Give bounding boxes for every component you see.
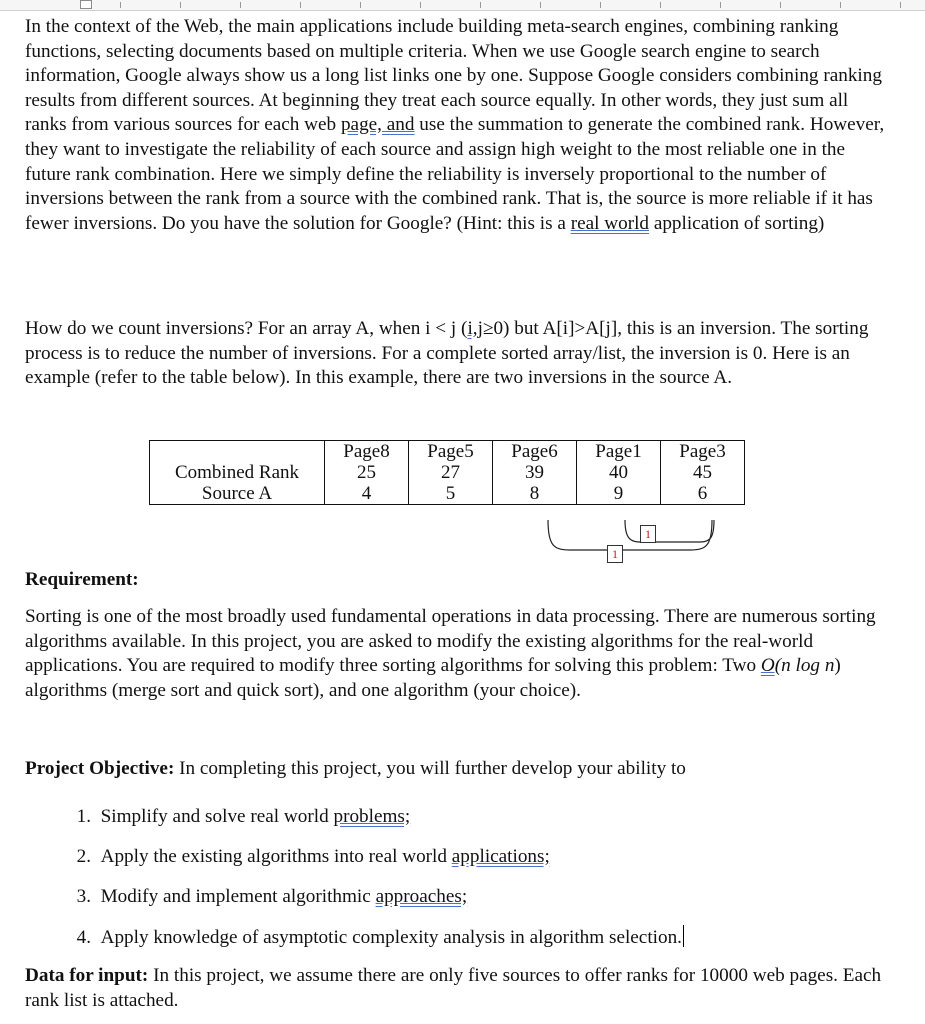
objective-heading: Project Objective: [25, 758, 175, 779]
grammar-flag[interactable]: problems; [333, 806, 411, 827]
row-label: Combined Rank [150, 462, 325, 483]
table-cell: 25 [325, 462, 409, 483]
list-item[interactable] [25, 885, 885, 925]
inversions-paragraph[interactable] [25, 317, 885, 391]
data-input-text: In this project, we assume there are only five sources to offer ranks for 10000 web pages. Each rank list is attached. [25, 965, 882, 1011]
list-item[interactable] [25, 845, 885, 885]
objective-paragraph[interactable] [25, 757, 885, 782]
requirement-text-2: ) algorithms (merge sort and quick sort), and one algorithm (your choice). [25, 655, 841, 701]
intro-text-2: use the summation to generate the combined rank. However, they want to investigate the reliability of each source and assign high weight to the most reliable one in the future rank combination. Here we simply define the reliability is inversely proportional to the number of inversions between the rank from a source with the combined rank. That is, the source is more reliable if it has fewer inversions. Do you have the solution for Google? (Hint: this is a [25, 114, 885, 234]
indent-marker[interactable] [80, 0, 92, 9]
ruler-tick [480, 2, 481, 8]
row-label: Source A [150, 483, 325, 505]
table-row [150, 483, 745, 505]
requirement-text-1: Sorting is one of the most broadly used fundamental operations in data processing. There are numerous sorting algorithms available. In this project, you are asked to modify the existing algorithms for the real-world applications. You are required to modify three sorting algorithms for solving this problem: Two [25, 606, 876, 677]
table-cell: 8 [493, 483, 577, 505]
list-text: Apply knowledge of asymptotic complexity analysis in algorithm selection. [100, 927, 682, 948]
data-input-heading: Data for input: [25, 965, 149, 986]
table-cell: 27 [409, 462, 493, 483]
requirement-paragraph[interactable] [25, 605, 885, 703]
objective-list[interactable] [25, 805, 885, 965]
table-cell: 40 [577, 462, 661, 483]
requirement-heading: Requirement: [25, 569, 139, 590]
complexity-text: n log n [781, 655, 835, 677]
list-number: 4. [76, 927, 91, 948]
list-text: Apply the existing algorithms into real world [100, 846, 452, 867]
table-cell: 5 [409, 483, 493, 505]
table-cell: 39 [493, 462, 577, 483]
page-header: Page6 [493, 441, 577, 463]
ruler-tick [600, 2, 601, 8]
table-header-row [150, 441, 745, 463]
ruler-tick [240, 2, 241, 8]
inversion-bracket-inner [625, 520, 714, 542]
list-text: Modify and implement algorithmic [100, 886, 376, 907]
ruler-tick [900, 2, 901, 8]
page-header: Page3 [661, 441, 745, 463]
inversion-mark: 1 [640, 525, 656, 543]
inversion-brackets [540, 516, 730, 566]
grammar-flag-page-and[interactable]: page, and [340, 114, 415, 136]
page-header: Page8 [325, 441, 409, 463]
intro-paragraph[interactable] [25, 15, 885, 236]
ruler-tick [840, 2, 841, 8]
inversions-text-2: ≥0) but A[i]>A[j], this is an inversion. The sorting process is to reduce the number of inversions. For a complete sorted array/list, the inversion is 0. Here is an example (refer to the table below). In this example, there are two inversions in the source A. [25, 318, 869, 389]
page-header: Page5 [409, 441, 493, 463]
table-cell: 9 [577, 483, 661, 505]
ruler-tick [720, 2, 721, 8]
ruler[interactable] [0, 0, 925, 11]
ruler-tick [540, 2, 541, 8]
data-input-paragraph[interactable] [25, 964, 885, 1013]
ruler-tick [180, 2, 181, 8]
grammar-flag-ij[interactable]: i,j [467, 318, 483, 339]
ruler-tick [660, 2, 661, 8]
ruler-tick [120, 2, 121, 8]
list-number: 1. [76, 806, 91, 827]
rank-table[interactable] [149, 440, 745, 505]
grammar-flag[interactable]: approaches; [375, 886, 468, 907]
list-number: 3. [76, 886, 91, 907]
text-cursor [683, 925, 685, 947]
intro-text-1: In the context of the Web, the main applications include building meta-search engines, combining ranking functions, selecting documents based on multiple criteria. When we use Google search engine to search information, Google always show us a long list links one by one. Suppose Google considers combining ranking results from different sources. At beginning they treat each source equally. In other words, they just sum all ranks from various sources for each web [25, 16, 882, 136]
list-text: Simplify and solve real world [100, 806, 334, 827]
table-row [150, 462, 745, 483]
table-corner-cell [150, 441, 325, 463]
ruler-tick [300, 2, 301, 8]
intro-text-3: application of sorting) [649, 212, 825, 234]
grammar-flag-big-o[interactable] [761, 655, 781, 676]
grammar-flag-real-world[interactable]: real world [570, 212, 650, 234]
big-o-text: O( [760, 655, 782, 677]
grammar-flag[interactable]: applications; [451, 846, 550, 867]
ruler-tick [360, 2, 361, 8]
list-item[interactable] [25, 805, 885, 845]
table-cell: 4 [325, 483, 409, 505]
ruler-tick [780, 2, 781, 8]
ruler-tick [420, 2, 421, 8]
list-number: 2. [76, 846, 91, 867]
objective-text: In completing this project, you will further develop your ability to [174, 758, 686, 779]
page-header: Page1 [577, 441, 661, 463]
inversion-mark: 1 [607, 545, 623, 563]
table-cell: 45 [661, 462, 745, 483]
inversion-bracket-outer [548, 520, 712, 550]
inversions-text-1: How do we count inversions? For an array A, when i < j ( [25, 318, 468, 339]
table-cell: 6 [661, 483, 745, 505]
list-item[interactable] [25, 925, 885, 965]
